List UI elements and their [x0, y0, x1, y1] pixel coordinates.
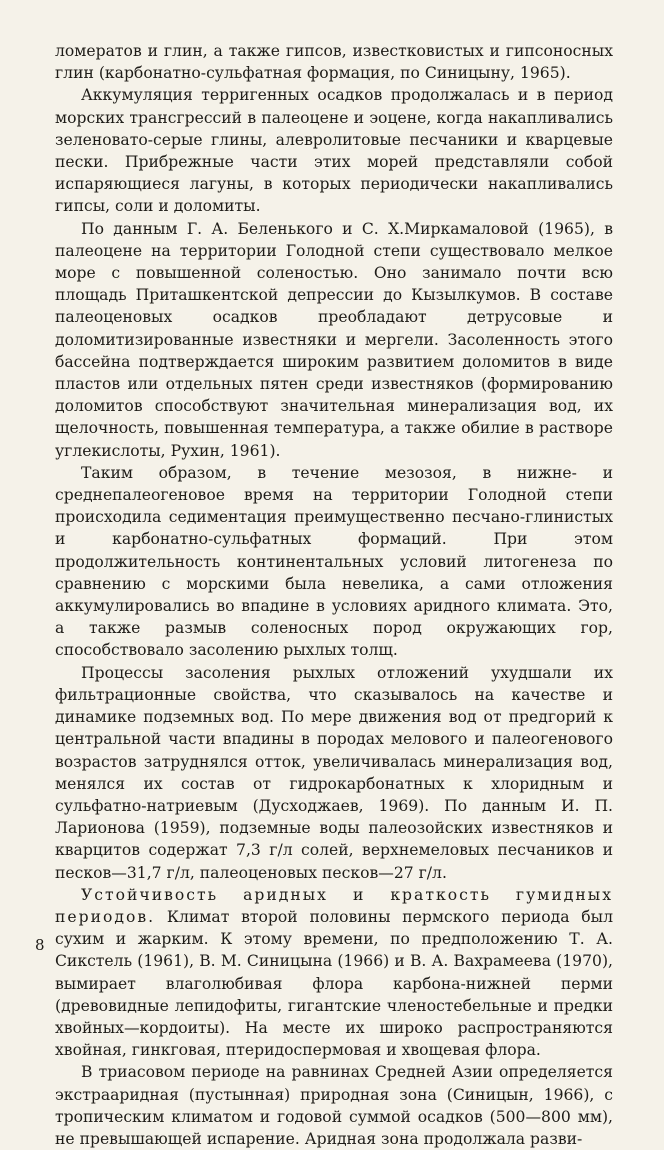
paragraph-continued: ломератов и глин, а также гипсов, известковистых и гипсоносных глин (карбонатно-сульфатная формация, по Синицыну, 1965).	[55, 42, 613, 83]
section-text: Климат второй половины пермского периода был сухим и жарким. К этому времени, по предположению Т. А. Сикстель (1961), В. М. Синицына (1966) и В. А. Вахрамеева (1970), вымирает влаголюбивая флора карбона-нижней перми (древовидные лепидофиты, гигантские членостебельные и предки хвойных—кордоиты). На месте их широко распространяются хвойная, гинкговая, птеридоспермовая и хвощевая флора.	[55, 907, 613, 1060]
paragraph-triassic: В триасовом периоде на равнинах Средней Азии определяется экстрааридная (пустынная) природная зона (Синицын, 1966), с тропическим климатом и годовой суммой осадков (500—800 мм), не превышающей испарение. Аридная зона продолжала разви-	[55, 1063, 613, 1148]
paragraph-mesozoic-sedimentation: Таким образом, в течение мезозоя, в нижне- и среднепалеогеновое время на территории Голодной степи происходила седиментация преимущественно песчано-глинистых и карбонатно-сульфатных формаций. При этом продолжительность континентальных условий литогенеза по сравнению с морскими была невелика, а сами отложения аккумулировались во впадине в условиях аридного климата. Это, а также размыв соленосных пород окружающих гор, способствовало засолению рыхлых толщ.	[55, 463, 613, 660]
paragraph-paleocene-sea: По данным Г. А. Беленького и С. Х.Миркамаловой (1965), в палеоцене на территории Голодной степи существовало мелкое море с повышенной соленостью. Оно занимало почти всю площадь Приташкентской депрессии до Кызылкумов. В составе палеоценовых осадков преобладают детрусовые и доломитизированные известняки и мергели. Засоленность этого бассейна подтверждается широким развитием доломитов в виде пластов или отдельных пятен среди известняков (формированию доломитов способствуют значительная минерализация вод, их щелочность, повышенная температура, а также обилие в растворе углекислоты, Рухин, 1961).	[55, 219, 613, 460]
paragraph-salinization: Процессы засоления рыхлых отложений ухудшали их фильтрационные свойства, что сказывалось на качестве и динамике подземных вод. По мере движения вод от предгорий к центральной части впадины в породах мелового и палеогенового возрастов затруднялся отток, увеличивалась минерализация вод, менялся их состав от гидрокарбонатных к хлоридным и сульфатно-натриевым (Дусходжаев, 1969). По данным И. П. Ларионова (1959), подземные воды палеозойских известняков и кварцитов содержат 7,3 г/л солей, верхнемеловых песчаников и песков—31,7 г/л, палеоценовых песков—27 г/л.	[55, 663, 613, 882]
document-page	[55, 40, 613, 1150]
paragraph-accumulation: Аккумуляция терригенных осадков продолжалась и в период морских трансгрессий в палеоцене и эоцене, когда накапливались зеленовато-серые глины, алевролитовые песчаники и кварцевые пески. Прибрежные части этих морей представляли собой испаряющиеся лагуны, в которых периодически накапливались гипсы, соли и доломиты.	[55, 86, 613, 216]
section-heading: Устойчивость аридных и краткость гумидных периодов.	[55, 885, 613, 926]
paragraph-arid-periods	[55, 884, 613, 1062]
page-number: 8	[35, 936, 45, 954]
